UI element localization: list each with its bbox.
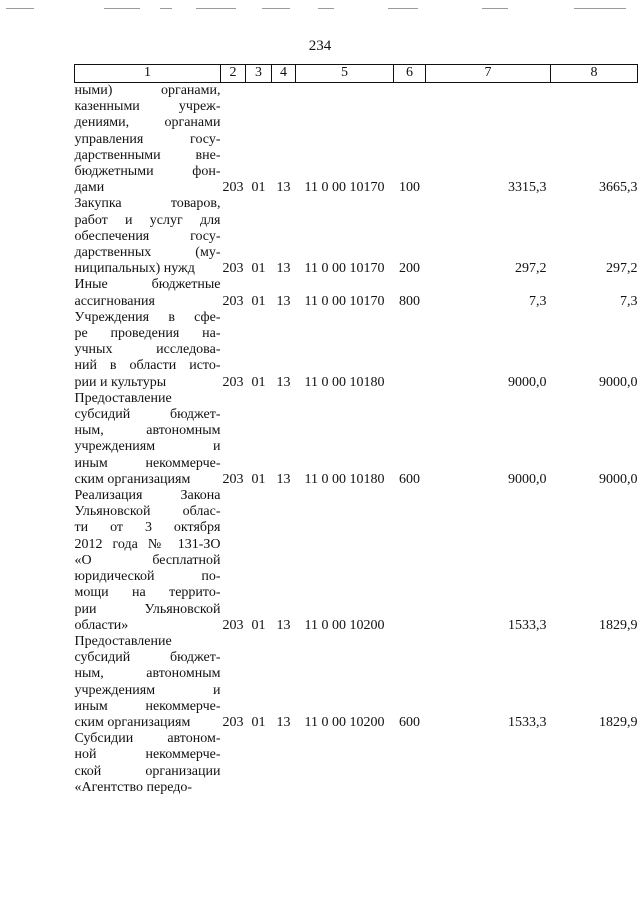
amount-year-2: 1829,9 <box>599 714 638 730</box>
code-expense-type: 100 <box>399 180 420 196</box>
code-section: 01 <box>251 374 266 390</box>
code-admin: 203 <box>222 471 244 487</box>
description-line: области» <box>74 617 129 633</box>
code-section: 01 <box>251 180 266 196</box>
description-line: учных исследова- <box>74 342 221 358</box>
code-admin <box>221 731 246 796</box>
row-description <box>75 310 221 391</box>
code-target-article: 11 0 00 10170 <box>304 261 385 277</box>
code-target-article: 11 0 00 10170 <box>304 180 385 196</box>
description-line: Закупка товаров, <box>74 196 221 212</box>
code-expense-type: 800 <box>399 293 420 309</box>
description-line: субсидий бюджет- <box>74 650 221 666</box>
code-subsection: 13 <box>276 714 291 730</box>
budget-table <box>74 64 638 796</box>
description-line: ским организациям <box>74 471 191 487</box>
row-description <box>75 391 221 488</box>
description-line: иным некоммерче- <box>74 455 221 471</box>
description-line: субсидий бюджет- <box>74 407 221 423</box>
description-line: иным некоммерче- <box>74 698 221 714</box>
amount-year-2 <box>551 731 638 796</box>
description-line: дами <box>74 180 105 196</box>
description-line: 2012 года № 131-ЗО <box>74 536 221 552</box>
description-line: управления госу- <box>74 131 221 147</box>
code-admin: 203 <box>222 714 244 730</box>
description-line: Субсидии автоном- <box>74 731 221 747</box>
description-line: ским организациям <box>74 714 191 730</box>
code-expense-type: 600 <box>399 471 420 487</box>
description-line: Учреждения в сфе- <box>74 309 221 325</box>
amount-year-1: 297,2 <box>515 261 547 277</box>
description-line: дениями, органами <box>74 115 221 131</box>
amount-year-1: 1533,3 <box>508 714 547 730</box>
row-description <box>75 634 221 731</box>
description-line: ассигнования <box>74 293 155 309</box>
description-line: казенными учреж- <box>74 99 221 115</box>
description-line: ным, автономным <box>74 423 221 439</box>
code-expense-type: 200 <box>399 261 420 277</box>
description-line: учреждениям и <box>74 439 221 455</box>
table-row <box>75 83 638 197</box>
code-admin: 203 <box>222 374 244 390</box>
column-header: 2 <box>221 65 246 83</box>
code-section: 01 <box>251 293 266 309</box>
table-row <box>75 634 638 731</box>
code-subsection <box>272 731 296 796</box>
table-row <box>75 391 638 488</box>
code-admin: 203 <box>222 180 244 196</box>
column-header: 1 <box>75 65 221 83</box>
code-section <box>246 731 272 796</box>
table-header-row <box>75 65 638 83</box>
code-subsection: 13 <box>276 471 291 487</box>
code-target-article: 11 0 00 10180 <box>304 374 385 390</box>
code-target-article: 11 0 00 10170 <box>304 293 385 309</box>
code-target-article: 11 0 00 10200 <box>304 714 385 730</box>
description-line: ской организации <box>74 763 221 779</box>
row-description <box>75 83 221 197</box>
amount-year-1: 1533,3 <box>508 617 547 633</box>
code-expense-type <box>394 731 426 796</box>
table-row <box>75 488 638 634</box>
code-target-article: 11 0 00 10200 <box>304 617 385 633</box>
amount-year-1 <box>426 731 551 796</box>
code-subsection: 13 <box>276 180 291 196</box>
code-subsection: 13 <box>276 293 291 309</box>
column-header: 4 <box>272 65 296 83</box>
amount-year-2: 9000,0 <box>599 471 638 487</box>
description-line: дарственных (му- <box>74 245 221 261</box>
table-row <box>75 310 638 391</box>
description-line: Предоставление <box>74 633 172 649</box>
row-description <box>75 731 221 796</box>
code-subsection: 13 <box>276 374 291 390</box>
description-line: ти от 3 октября <box>74 520 221 536</box>
code-section: 01 <box>251 617 266 633</box>
amount-year-1: 9000,0 <box>508 374 547 390</box>
page-number: 234 <box>308 38 332 54</box>
description-line: Ульяновской облас- <box>74 504 221 520</box>
description-line: ний в области исто- <box>74 358 221 374</box>
description-line: работ и услуг для <box>74 212 221 228</box>
amount-year-1: 7,3 <box>529 293 547 309</box>
description-line: рии и культуры <box>74 374 167 390</box>
row-description <box>75 488 221 634</box>
column-header: 5 <box>296 65 394 83</box>
table-row <box>75 196 638 277</box>
code-expense-type <box>394 488 426 634</box>
description-line: ной некоммерче- <box>74 747 221 763</box>
code-target-article <box>296 731 394 796</box>
amount-year-1: 3315,3 <box>508 180 547 196</box>
table-row <box>75 277 638 309</box>
amount-year-2: 297,2 <box>606 261 638 277</box>
code-section: 01 <box>251 714 266 730</box>
description-line: обеспечения госу- <box>74 228 221 244</box>
description-line: учреждениям и <box>74 682 221 698</box>
code-section: 01 <box>251 261 266 277</box>
code-target-article: 11 0 00 10180 <box>304 471 385 487</box>
description-line: рии Ульяновской <box>74 601 221 617</box>
description-line: ре проведения на- <box>74 326 221 342</box>
code-expense-type: 600 <box>399 714 420 730</box>
description-line: Предоставление <box>74 390 172 406</box>
row-description <box>75 277 221 309</box>
description-line: «Агентство передо- <box>74 779 193 795</box>
description-line: Реализация Закона <box>74 488 221 504</box>
scan-edge-artifact <box>0 8 640 11</box>
description-line: бюджетными фон- <box>74 164 221 180</box>
amount-year-1: 9000,0 <box>508 471 547 487</box>
column-header: 3 <box>246 65 272 83</box>
column-header: 8 <box>551 65 638 83</box>
code-admin: 203 <box>222 617 244 633</box>
description-line: юридической по- <box>74 569 221 585</box>
code-expense-type <box>394 310 426 391</box>
row-description <box>75 196 221 277</box>
code-section: 01 <box>251 471 266 487</box>
table-row <box>75 731 638 796</box>
description-line: ниципальных) нужд <box>74 261 195 277</box>
description-line: ными) органами, <box>74 83 221 98</box>
description-line: Иные бюджетные <box>74 277 221 293</box>
amount-year-2: 7,3 <box>620 293 638 309</box>
description-line: дарственными вне- <box>74 147 221 163</box>
amount-year-2: 3665,3 <box>599 180 638 196</box>
column-header: 7 <box>426 65 551 83</box>
code-admin: 203 <box>222 293 244 309</box>
description-line: «О бесплатной <box>74 552 221 568</box>
code-subsection: 13 <box>276 261 291 277</box>
description-line: мощи на террито- <box>74 585 221 601</box>
code-admin: 203 <box>222 261 244 277</box>
column-header: 6 <box>394 65 426 83</box>
code-subsection: 13 <box>276 617 291 633</box>
amount-year-2: 9000,0 <box>599 374 638 390</box>
amount-year-2: 1829,9 <box>599 617 638 633</box>
description-line: ным, автономным <box>74 666 221 682</box>
